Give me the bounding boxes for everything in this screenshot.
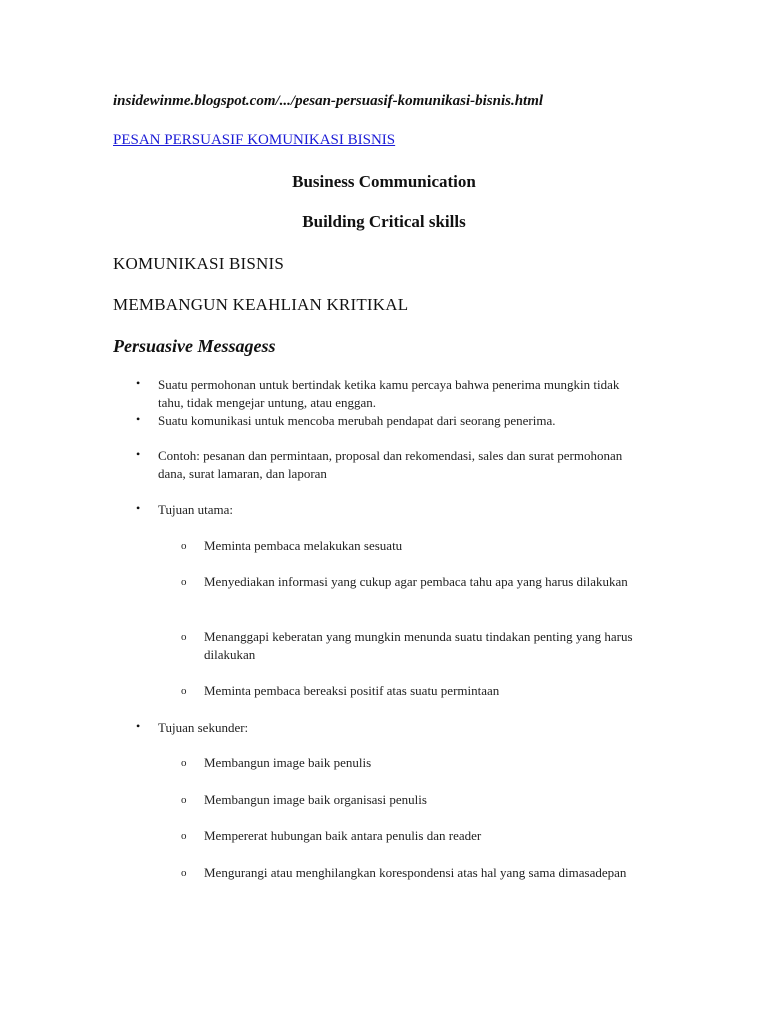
list-item: Contoh: pesanan dan permintaan, proposal dan rekomendasi, sales dan surat permohonan dana, surat lamaran, dan laporan (158, 448, 623, 481)
section-title: Persuasive Messagess (113, 336, 276, 356)
source-url: insidewinme.blogspot.com/.../pesan-persuasif-komunikasi-bisnis.html (113, 93, 544, 109)
list-item: Tujuan sekunder: (158, 720, 249, 735)
sub-bullet-icon: o (181, 830, 187, 842)
bullet-icon: • (136, 447, 141, 461)
list-item: Suatu komunikasi untuk mencoba merubah pendapat dari seorang penerima. (158, 413, 556, 428)
sub-bullet-icon: o (181, 631, 187, 643)
sub-bullet-icon: o (181, 757, 187, 769)
bullet-icon: • (136, 412, 141, 426)
sub-list-item: Membangun image baik penulis (204, 755, 372, 770)
sub-list-item: Menyediakan informasi yang cukup agar pembaca tahu apa yang harus dilakukan (204, 574, 628, 589)
heading-business-communication: Business Communication (292, 172, 476, 191)
sub-list-item: Meminta pembaca melakukan sesuatu (204, 538, 403, 553)
bullet-icon: • (136, 719, 141, 733)
bullet-icon: • (136, 501, 141, 515)
list-item: Suatu permohonan untuk bertindak ketika kamu percaya bahwa penerima mungkin tidak tahu, tidak mengejar untung, atau enggan. (158, 377, 620, 410)
title-link[interactable]: PESAN PERSUASIF KOMUNIKASI BISNIS (113, 132, 396, 148)
sub-list-item: Menanggapi keberatan yang mungkin menunda suatu tindakan penting yang harus dilakukan (204, 629, 633, 662)
list-item: Tujuan utama: (158, 502, 233, 517)
heading-building-critical-skills: Building Critical skills (302, 212, 466, 231)
sub-list-item: Mengurangi atau menghilangkan korespondensi atas hal yang sama dimasadepan (204, 865, 627, 880)
sub-bullet-icon: o (181, 867, 187, 879)
bullet-icon: • (136, 376, 141, 390)
sub-bullet-icon: o (181, 576, 187, 588)
sub-bullet-icon: o (181, 794, 187, 806)
sub-list-item: Mempererat hubungan baik antara penulis dan reader (204, 828, 482, 843)
sub-list-item: Meminta pembaca bereaksi positif atas suatu permintaan (204, 683, 500, 698)
sub-bullet-icon: o (181, 540, 187, 552)
heading-membangun-keahlian: MEMBANGUN KEAHLIAN KRITIKAL (113, 295, 409, 314)
sub-bullet-icon: o (181, 685, 187, 697)
heading-komunikasi-bisnis: KOMUNIKASI BISNIS (113, 254, 285, 273)
sub-list-item: Membangun image baik organisasi penulis (204, 792, 427, 807)
